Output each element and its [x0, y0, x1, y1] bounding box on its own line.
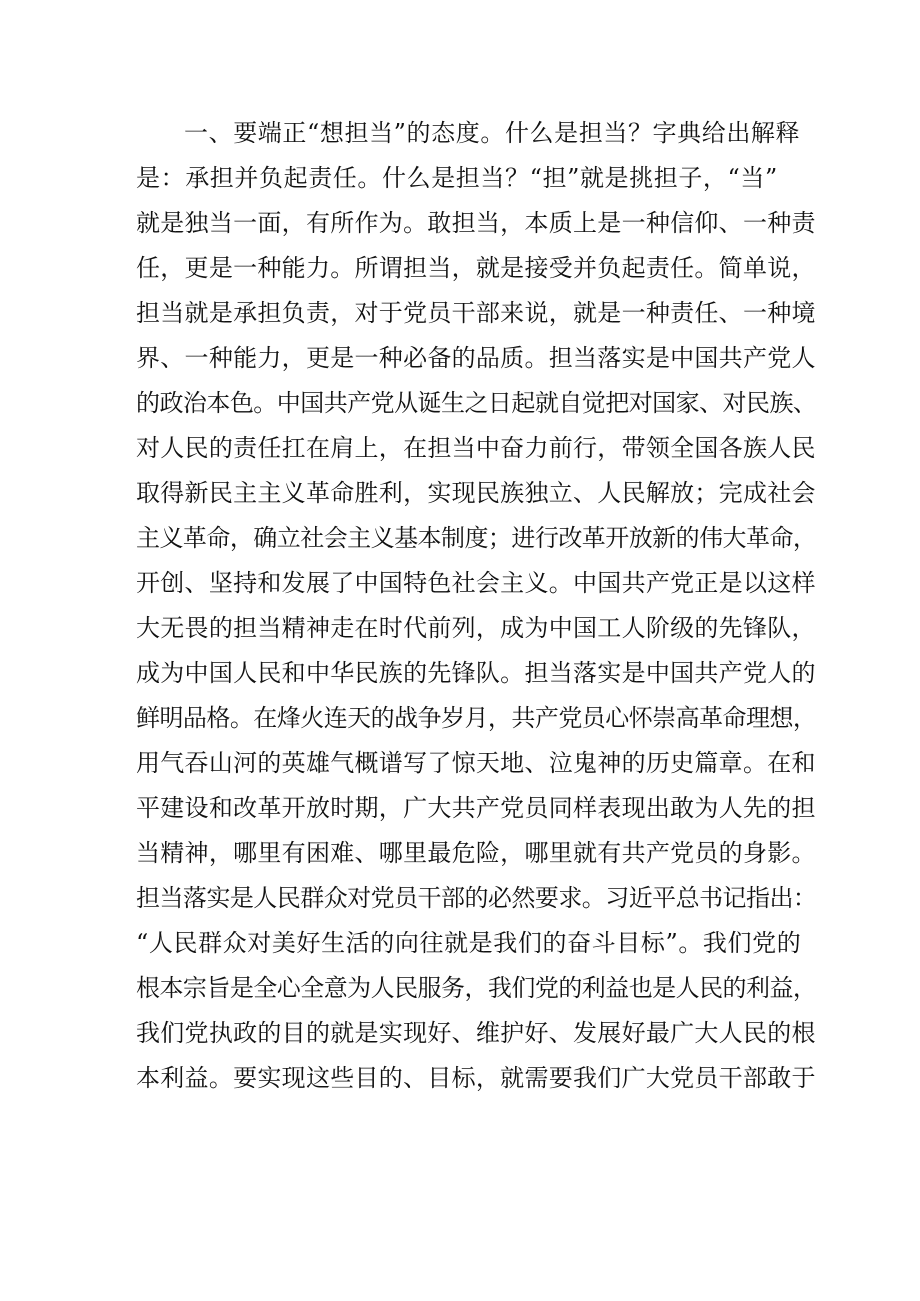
- paragraph-line-1: 一、要端正“想担当”的态度。什么是担当？字典给出解释: [184, 119, 801, 147]
- paragraph-line-13: 成为中国人民和中华民族的先锋队。担当落实是中国共产党人的: [136, 659, 816, 687]
- paragraph-line-16: 平建设和改革开放时期，广大共产党员同样表现出敢为人先的担: [136, 794, 816, 822]
- paragraph-line-6: 界、一种能力，更是一种必备的品质。担当落实是中国共产党人: [136, 344, 816, 372]
- paragraph-line-14: 鲜明品格。在烽火连天的战争岁月，共产党员心怀崇高革命理想，: [136, 704, 817, 732]
- paragraph-line-11: 开创、坚持和发展了中国特色社会主义。中国共产党正是以这样: [136, 569, 816, 597]
- paragraph-line-4: 任，更是一种能力。所谓担当，就是接受并负起责任。简单说，: [136, 254, 816, 282]
- paragraph-line-7: 的政治本色。中国共产党从诞生之日起就自觉把对国家、对民族、: [136, 389, 817, 417]
- paragraph-line-19: “人民群众对美好生活的向往就是我们的奋斗目标”。我们党的: [136, 929, 802, 957]
- paragraph-line-10: 主义革命，确立社会主义基本制度；进行改革开放新的伟大革命，: [136, 524, 817, 552]
- paragraph-line-9: 取得新民主主义革命胜利，实现民族独立、人民解放；完成社会: [136, 479, 816, 507]
- paragraph-line-21: 我们党执政的目的就是实现好、维护好、发展好最广大人民的根: [136, 1019, 816, 1047]
- paragraph-line-15: 用气吞山河的英雄气概谱写了惊天地、泣鬼神的历史篇章。在和: [136, 749, 816, 777]
- paragraph-line-17: 当精神，哪里有困难、哪里最危险，哪里就有共产党员的身影。: [136, 839, 816, 867]
- paragraph-line-2: 是：承担并负起责任。什么是担当？“担”就是挑担子，“当”: [136, 164, 778, 192]
- paragraph-line-20: 根本宗旨是全心全意为人民服务，我们党的利益也是人民的利益，: [136, 974, 817, 1002]
- paragraph-line-8: 对人民的责任扛在肩上，在担当中奋力前行，带领全国各族人民: [136, 434, 816, 462]
- paragraph-line-5: 担当就是承担负责，对于党员干部来说，就是一种责任、一种境: [136, 299, 816, 327]
- paragraph-line-22: 本利益。要实现这些目的、目标，就需要我们广大党员干部敢于: [136, 1064, 816, 1092]
- paragraph-line-12: 大无畏的担当精神走在时代前列，成为中国工人阶级的先锋队，: [136, 614, 816, 642]
- paragraph-line-3: 就是独当一面，有所作为。敢担当，本质上是一种信仰、一种责: [136, 209, 816, 237]
- paragraph-line-18: 担当落实是人民群众对党员干部的必然要求。习近平总书记指出：: [136, 884, 817, 912]
